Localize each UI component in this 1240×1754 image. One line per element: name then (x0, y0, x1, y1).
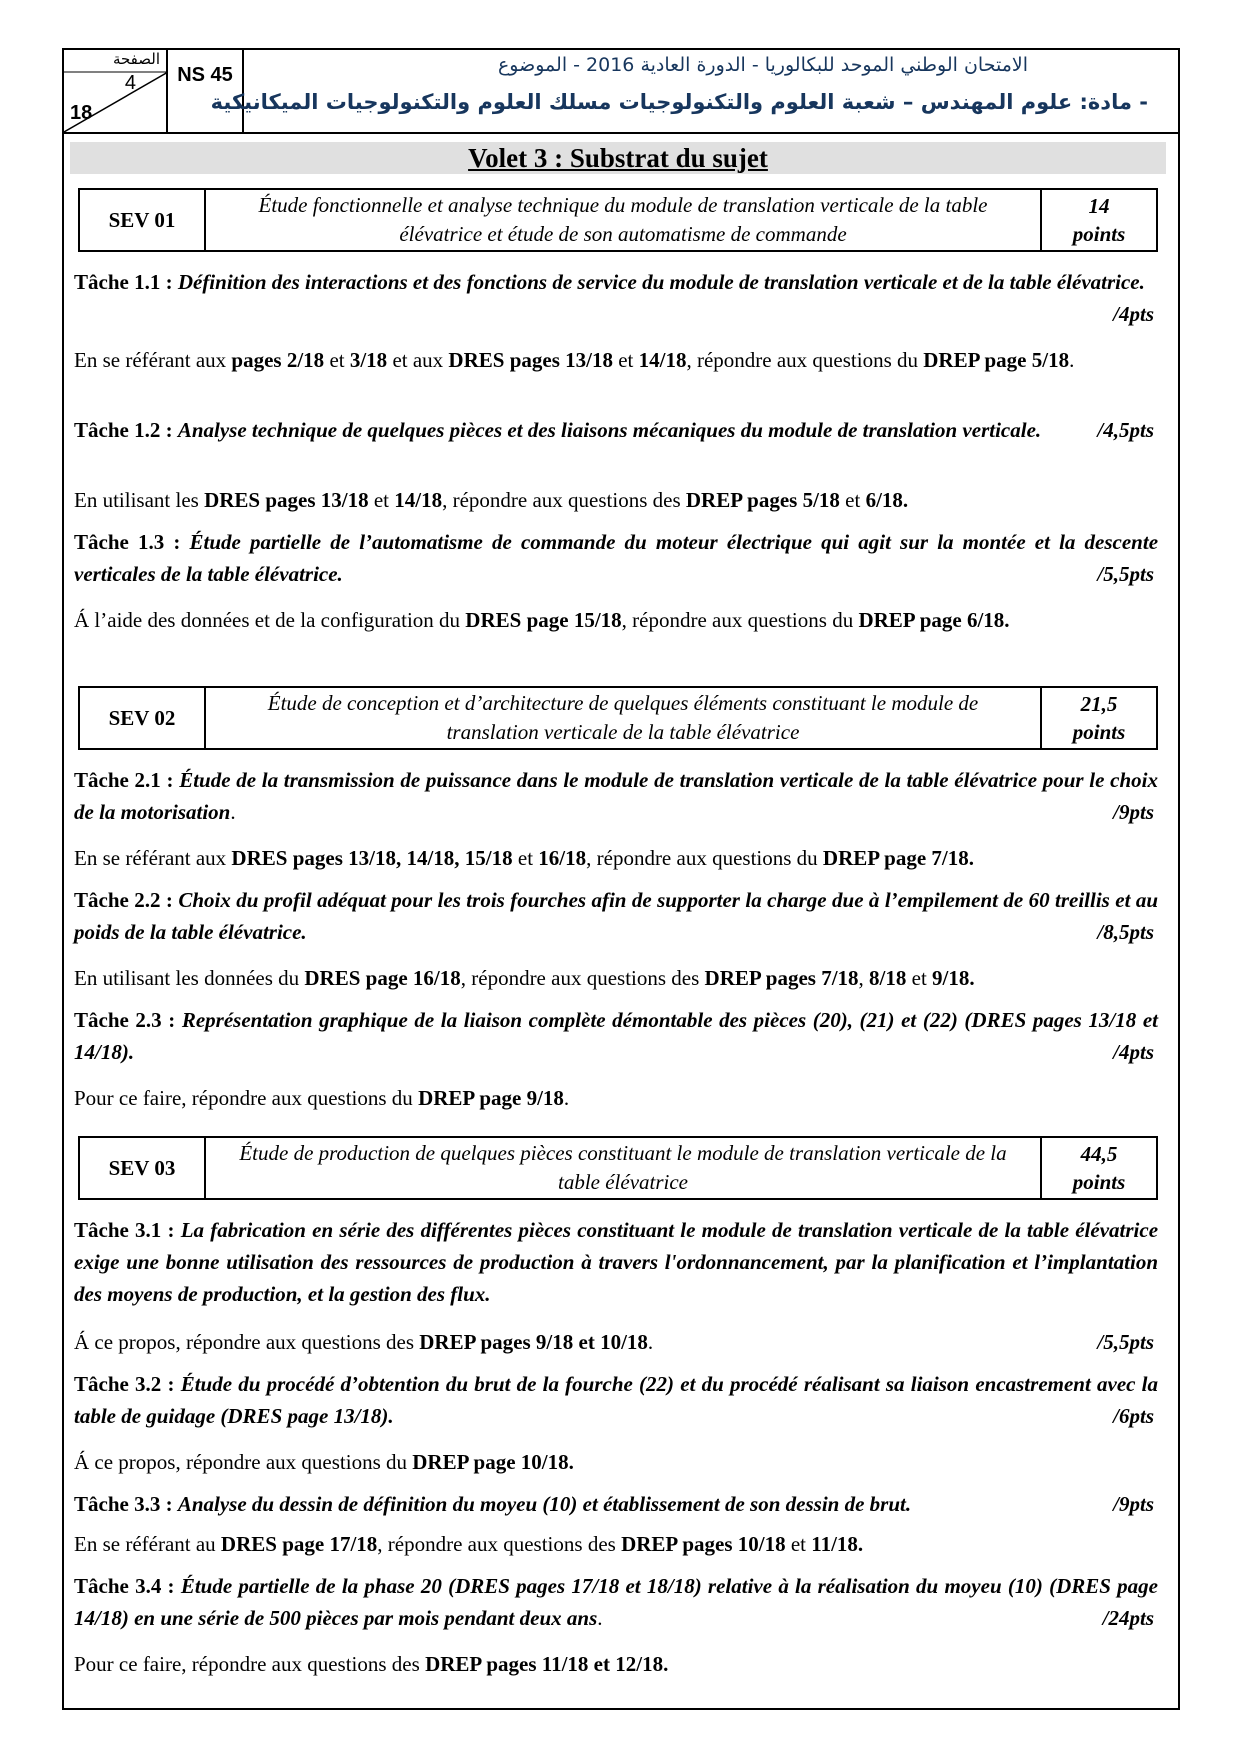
task-3-1: Tâche 3.1 : La fabrication en série des différentes pièces constituant le module de translation verticale de la table élévatrice exige une bonne utilisation des ressources de production à travers l'ordonnancement, par la planification et l’implantation des moyens de production, et la gestion des flux. (74, 1218, 1159, 1306)
task-2-3: Tâche 2.3 : Représentation graphique de la liaison complète démontable des pièces (20), (21) et (22) (DRES pages 13/18 et 14/18). /4pts (74, 1008, 1159, 1064)
page-label: الصفحة (112, 50, 160, 68)
sev-03-box (78, 1136, 1158, 1200)
instruction-1-2: En utilisant les DRES pages 13/18 et 14/18, répondre aux questions des DREP pages 5/18 et 6/18. (74, 488, 909, 512)
instruction-2-2: En utilisant les données du DRES page 16/18, répondre aux questions des DREP pages 7/18, 8/18 et 9/18. (74, 966, 975, 990)
sev-code: SEV 02 (80, 688, 206, 748)
task-3-2: Tâche 3.2 : Étude du procédé d’obtention du brut de la fourche (22) et du procédé réalisant sa liaison encastrement avec la table de guidage (DRES page 13/18). /6pts (74, 1372, 1159, 1428)
task-2-2: Tâche 2.2 : Choix du profil adéquat pour les trois fourches afin de supporter la charge due à l’empilement de 60 treillis et au poids de la table élévatrice. /8,5pts (74, 888, 1159, 944)
page-total: 18 (70, 102, 93, 124)
instruction-1-1: En se référant aux pages 2/18 et 3/18 et aux DRES pages 13/18 et 14/18, répondre aux questions du DREP page 5/18. (74, 348, 1075, 372)
exam-code: NS 45 (168, 50, 244, 132)
sev-title: Étude fonctionnelle et analyse technique du module de translation verticale de la table élévatrice et étude de son automatisme de commande (206, 190, 1042, 250)
task-3-3: Tâche 3.3 : Analyse du dessin de définition du moyeu (10) et établissement de son dessin de brut. /9pts (74, 1492, 1154, 1516)
instruction-1-3: Á l’aide des données et de la configuration du DRES page 15/18, répondre aux questions du DREP page 6/18. (74, 608, 1010, 632)
instruction-3-4: Pour ce faire, répondre aux questions des DREP pages 11/18 et 12/18. (74, 1652, 669, 1676)
exam-title-line2: - مادة: علوم المهندس – شعبة العلوم والتكنولوجيات مسلك العلوم والتكنولوجيات الميكانيكية (210, 90, 1148, 114)
sev-title: Étude de conception et d’architecture de quelques éléments constituant le module de translation verticale de la table élévatrice (206, 688, 1042, 748)
task-2-1: Tâche 2.1 : Étude de la transmission de puissance dans le module de translation verticale de la table élévatrice pour le choix de la motorisation. /9pts (74, 768, 1158, 824)
instruction-3-1: Á ce propos, répondre aux questions des DREP pages 9/18 et 10/18. /5,5pts (74, 1330, 1154, 1354)
sev-02-box (78, 686, 1158, 750)
page-number: 4 (124, 72, 136, 94)
exam-header (64, 50, 1178, 134)
volet-title: Volet 3 : Substrat du sujet (70, 142, 1166, 174)
exam-title-line1: الامتحان الوطني الموحد للبكالوريا - الدورة العادية 2016 - الموضوع (497, 54, 1028, 76)
sev-points: 44,5 points (1072, 1142, 1126, 1194)
instruction-2-1: En se référant aux DRES pages 13/18, 14/18, 15/18 et 16/18, répondre aux questions du DREP page 7/18. (74, 846, 975, 870)
instruction-2-3: Pour ce faire, répondre aux questions du DREP page 9/18. (74, 1086, 570, 1110)
sev-points: 21,5 points (1072, 692, 1126, 744)
page-number-box (64, 50, 168, 132)
task-3-4: Tâche 3.4 : Étude partielle de la phase 20 (DRES pages 17/18 et 18/18) relative à la réalisation du moyeu (10) (DRES page 14/18) en une série de 500 pièces par mois pendant deux ans. /24pts (74, 1574, 1159, 1630)
instruction-3-2: Á ce propos, répondre aux questions du DREP page 10/18. (74, 1450, 574, 1474)
sev-01-box (78, 188, 1158, 252)
sev-points: 14 points (1072, 194, 1126, 246)
sev-code: SEV 01 (80, 190, 206, 250)
instruction-3-3: En se référant au DRES page 17/18, répondre aux questions des DREP pages 10/18 et 11/18. (74, 1532, 864, 1556)
sev-code: SEV 03 (80, 1138, 206, 1198)
task-1-1: Tâche 1.1 : Définition des interactions et des fonctions de service du module de translation verticale et de la table élévatrice. /4pts (74, 270, 1154, 326)
task-1-2: Tâche 1.2 : Analyse technique de quelques pièces et des liaisons mécaniques du module de translation verticale. /4,5pts (74, 418, 1154, 442)
sev-title: Étude de production de quelques pièces constituant le module de translation verticale de la table élévatrice (206, 1138, 1042, 1198)
task-1-3: Tâche 1.3 : Étude partielle de l’automatisme de commande du moteur électrique qui agit sur la montée et la descente verticales de la table élévatrice. /5,5pts (74, 530, 1159, 586)
